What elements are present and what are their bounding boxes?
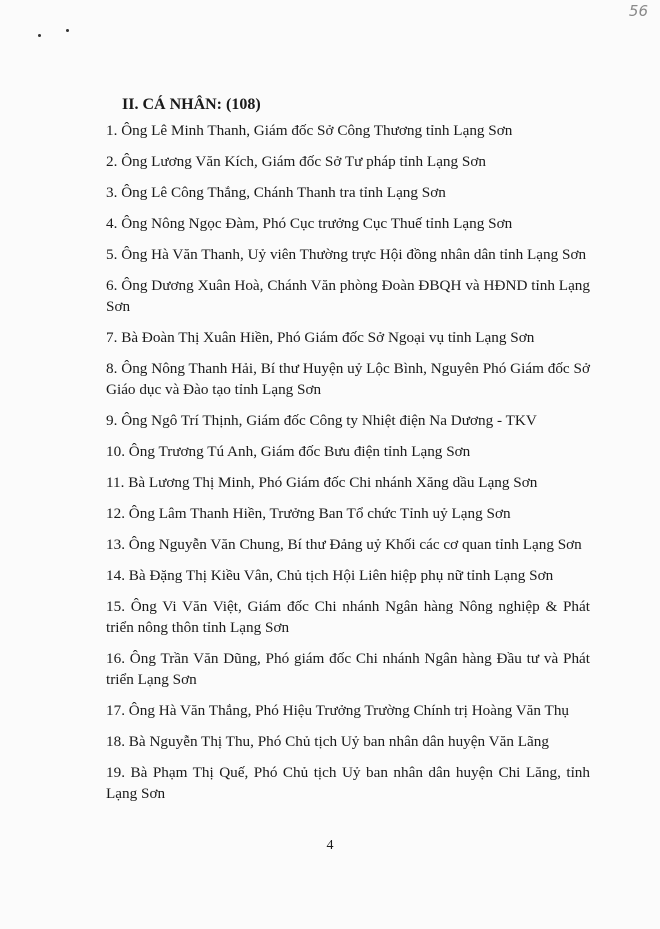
list-item: 15. Ông Vi Văn Việt, Giám đốc Chi nhánh Ngân hàng Nông nghiệp & Phát triển nông thôn tỉnh Lạng Sơn <box>106 598 590 636</box>
list-item: 16. Ông Trần Văn Dũng, Phó giám đốc Chi nhánh Ngân hàng Đầu tư và Phát triển Lạng Sơn <box>106 650 590 688</box>
list-item: 18. Bà Nguyễn Thị Thu, Phó Chủ tịch Uỷ ban nhân dân huyện Văn Lãng <box>106 733 549 750</box>
list-item: 10. Ông Trương Tú Anh, Giám đốc Bưu điện tỉnh Lạng Sơn <box>106 443 471 460</box>
handwritten-page-mark: 56 <box>628 2 648 20</box>
list-item: 9. Ông Ngô Trí Thịnh, Giám đốc Công ty Nhiệt điện Na Dương - TKV <box>106 412 537 429</box>
individuals-list <box>106 120 590 814</box>
list-item: 7. Bà Đoàn Thị Xuân Hiền, Phó Giám đốc Sở Ngoại vụ tỉnh Lạng Sơn <box>106 329 535 346</box>
list-item: 12. Ông Lâm Thanh Hiền, Trưởng Ban Tổ chức Tỉnh uỷ Lạng Sơn <box>106 505 511 522</box>
list-item: 2. Ông Lương Văn Kích, Giám đốc Sở Tư pháp tỉnh Lạng Sơn <box>106 153 486 170</box>
list-item: 6. Ông Dương Xuân Hoà, Chánh Văn phòng Đoàn ĐBQH và HĐND tỉnh Lạng Sơn <box>106 277 590 315</box>
scan-speck <box>66 29 69 32</box>
list-item: 1. Ông Lê Minh Thanh, Giám đốc Sở Công Thương tỉnh Lạng Sơn <box>106 122 513 139</box>
list-item: 5. Ông Hà Văn Thanh, Uỷ viên Thường trực Hội đồng nhân dân tỉnh Lạng Sơn <box>106 246 587 263</box>
list-item: 17. Ông Hà Văn Thắng, Phó Hiệu Trưởng Trường Chính trị Hoàng Văn Thụ <box>106 702 570 719</box>
section-heading: II. CÁ NHÂN: (108) <box>122 96 261 113</box>
list-item: 13. Ông Nguyễn Văn Chung, Bí thư Đảng uỷ Khối các cơ quan tỉnh Lạng Sơn <box>106 536 582 553</box>
scan-speck <box>38 34 41 37</box>
list-item: 14. Bà Đặng Thị Kiều Vân, Chủ tịch Hội Liên hiệp phụ nữ tỉnh Lạng Sơn <box>106 567 554 584</box>
list-item: 8. Ông Nông Thanh Hải, Bí thư Huyện uỷ Lộc Bình, Nguyên Phó Giám đốc Sở Giáo dục và Đào tạo tỉnh Lạng Sơn <box>106 360 590 398</box>
page-number: 4 <box>326 838 334 853</box>
list-item: 19. Bà Phạm Thị Quế, Phó Chủ tịch Uỷ ban nhân dân huyện Chi Lăng, tỉnh Lạng Sơn <box>106 764 590 802</box>
list-item: 3. Ông Lê Công Thắng, Chánh Thanh tra tỉnh Lạng Sơn <box>106 184 446 201</box>
list-item: 4. Ông Nông Ngọc Đàm, Phó Cục trưởng Cục Thuế tỉnh Lạng Sơn <box>106 215 513 232</box>
list-item: 11. Bà Lương Thị Minh, Phó Giám đốc Chi nhánh Xăng dầu Lạng Sơn <box>106 474 538 491</box>
